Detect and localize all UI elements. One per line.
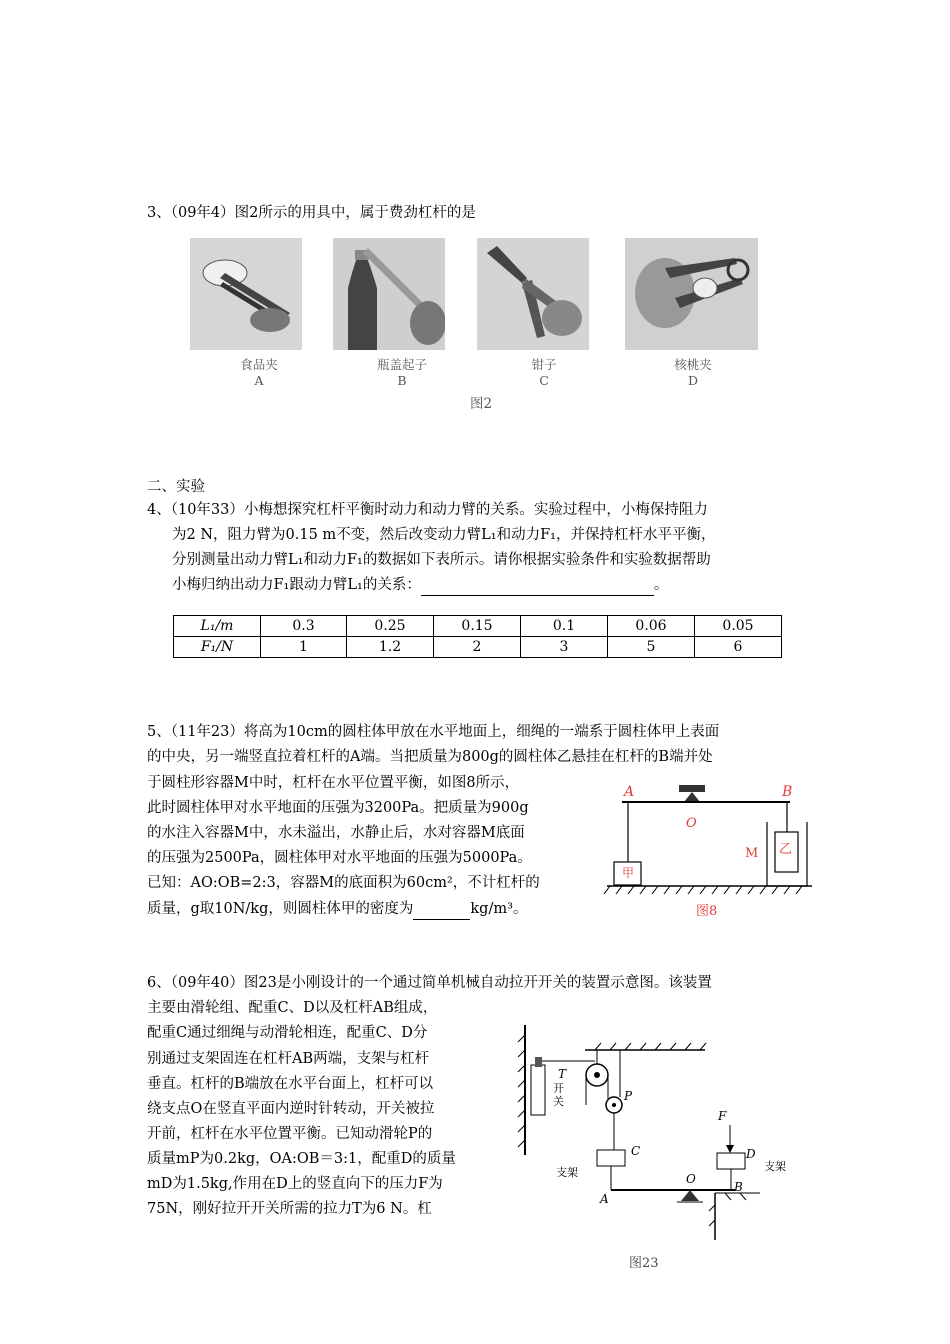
q5-line1: 5、（11年23）将高为10cm的圆柱体甲放在水平地面上，细绳的一端系于圆柱体甲上表面 xyxy=(147,724,720,740)
fig23-label-b: B xyxy=(734,1180,743,1194)
q4-data-table xyxy=(173,615,782,658)
fig23-label-a: A xyxy=(600,1192,609,1206)
q6-line4: 别通过支架固连在杠杆AB两端，支架与杠杆 xyxy=(147,1051,430,1067)
q6-line7: 开前，杠杆在水平位置平衡。已知动滑轮P的 xyxy=(147,1126,433,1142)
tool-a-letter: A xyxy=(254,373,264,388)
q5-line6: 的压强为2500Pa，圆柱体甲对水平地面的压强为5000Pa。 xyxy=(147,850,532,866)
q6-line3: 配重C通过细绳与动滑轮相连，配重C、D分 xyxy=(147,1025,428,1041)
q4-line1: 4、（10年33）小梅想探究杠杆平衡时动力和动力臂的关系。实验过程中，小梅保持阻力 xyxy=(147,502,708,518)
q5-line2: 的中央，另一端竖直拉着杠杆的A端。当把质量为800g的圆柱体乙悬挂在杠杆的B端并处 xyxy=(147,749,713,765)
q5-line8 xyxy=(147,898,527,920)
fig23-label-c: C xyxy=(631,1144,641,1158)
table-cell: 5 xyxy=(608,637,695,658)
figure-2-caption: 图2 xyxy=(469,396,493,412)
fig23-label-bracket-left: 支架 xyxy=(556,1166,578,1179)
tool-c-name: 钳子 xyxy=(531,357,557,372)
fig8-label-a: A xyxy=(624,784,635,800)
bottle-opener-image xyxy=(333,238,445,350)
fig8-label-o: O xyxy=(686,816,697,831)
q6-line1: 6、（09年40）图23是小刚设计的一个通过简单机械自动拉开开关的装置示意图。该装置 xyxy=(147,975,712,991)
q4-line4-end: 。 xyxy=(653,577,669,593)
q6-line2: 主要由滑轮组、配重C、D以及杠杆AB组成， xyxy=(147,1000,438,1016)
fig23-label-f: F xyxy=(718,1109,727,1123)
q5-line8-text: 质量，g取10N/kg，则圆柱体甲的密度为 xyxy=(147,901,414,917)
fig23-label-d: D xyxy=(746,1147,756,1161)
q4-answer-blank[interactable] xyxy=(421,577,654,596)
q6-line8: 质量mP为0.2kg，OA:OB＝3:1，配重D的质量 xyxy=(147,1151,456,1167)
fig8-label-yi: 乙 xyxy=(779,842,793,857)
q5-answer-blank[interactable] xyxy=(413,901,470,920)
figure-8-caption: 图8 xyxy=(696,904,718,919)
table-header-cell: L₁/m xyxy=(174,616,261,637)
q3-text: 3、（09年4）图2所示的用具中，属于费劲杠杆的是 xyxy=(147,205,476,221)
table-cell: 0.15 xyxy=(434,616,521,637)
tool-b-letter: B xyxy=(397,373,407,388)
pliers-image xyxy=(477,238,589,350)
fig23-label-switch: 开关 xyxy=(553,1082,564,1108)
table-cell: 1.2 xyxy=(347,637,434,658)
table-cell: 2 xyxy=(434,637,521,658)
q4-line4 xyxy=(172,574,668,596)
q6-line10: 75N，刚好拉开开关所需的拉力T为6 N。杠 xyxy=(147,1201,432,1217)
fig23-label-t: T xyxy=(558,1067,567,1081)
fig8-label-jia: 甲 xyxy=(622,866,635,880)
q5-line3: 于圆柱形容器M中时，杠杆在水平位置平衡，如图8所示， xyxy=(147,775,520,791)
tool-b-name: 瓶盖起子 xyxy=(376,357,427,372)
figure-23-caption: 图23 xyxy=(629,1256,659,1271)
q4-line4-text: 小梅归纳出动力F₁跟动力臂L₁的关系： xyxy=(172,577,421,593)
fig8-label-m: M xyxy=(745,846,759,861)
table-cell: 0.25 xyxy=(347,616,434,637)
q5-line5: 的水注入容器M中，水未溢出，水静止后，水对容器M底面 xyxy=(147,825,525,841)
tool-d-name: 核桃夹 xyxy=(674,357,712,372)
q6-line9: mD为1.5kg,作用在D上的竖直向下的压力F为 xyxy=(147,1176,443,1192)
q6-line6: 绕支点O在竖直平面内逆时针转动，开关被拉 xyxy=(147,1101,435,1117)
food-tongs-image xyxy=(190,238,302,350)
table-cell: 0.3 xyxy=(261,616,347,637)
nutcracker-image xyxy=(625,238,758,350)
fig23-label-o: O xyxy=(686,1172,696,1186)
tool-c-letter: C xyxy=(539,373,549,388)
q5-line8-end: kg/m³。 xyxy=(470,901,528,917)
table-cell: 0.06 xyxy=(608,616,695,637)
tool-d-letter: D xyxy=(687,373,699,388)
q4-line3: 分别测量出动力臂L₁和动力F₁的数据如下表所示。请你根据实验条件和实验数据帮助 xyxy=(172,552,711,568)
fig23-label-p: P xyxy=(624,1089,633,1103)
tool-a-name: 食品夹 xyxy=(240,357,278,372)
fig8-label-b: B xyxy=(782,784,793,800)
fig23-label-bracket-right: 支架 xyxy=(764,1160,786,1173)
table-row xyxy=(174,637,782,658)
figure-23-diagram xyxy=(515,1025,805,1240)
q5-line7: 已知：AO:OB=2:3，容器M的底面积为60cm²，不计杠杆的 xyxy=(147,875,540,891)
table-cell: 1 xyxy=(261,637,347,658)
table-cell: 0.1 xyxy=(521,616,608,637)
table-row xyxy=(174,616,782,637)
q6-line5: 垂直。杠杆的B端放在水平台面上，杠杆可以 xyxy=(147,1076,434,1092)
q5-line4: 此时圆柱体甲对水平地面的压强为3200Pa。把质量为900g xyxy=(147,800,529,816)
q4-line2: 为2 N，阻力臂为0.15 m不变，然后改变动力臂L₁和动力F₁，并保持杠杆水平平衡， xyxy=(172,527,716,543)
table-cell: 3 xyxy=(521,637,608,658)
table-header-cell: F₁/N xyxy=(174,637,261,658)
table-cell: 0.05 xyxy=(695,616,782,637)
section-heading: 二、实验 xyxy=(147,479,205,495)
table-cell: 6 xyxy=(695,637,782,658)
